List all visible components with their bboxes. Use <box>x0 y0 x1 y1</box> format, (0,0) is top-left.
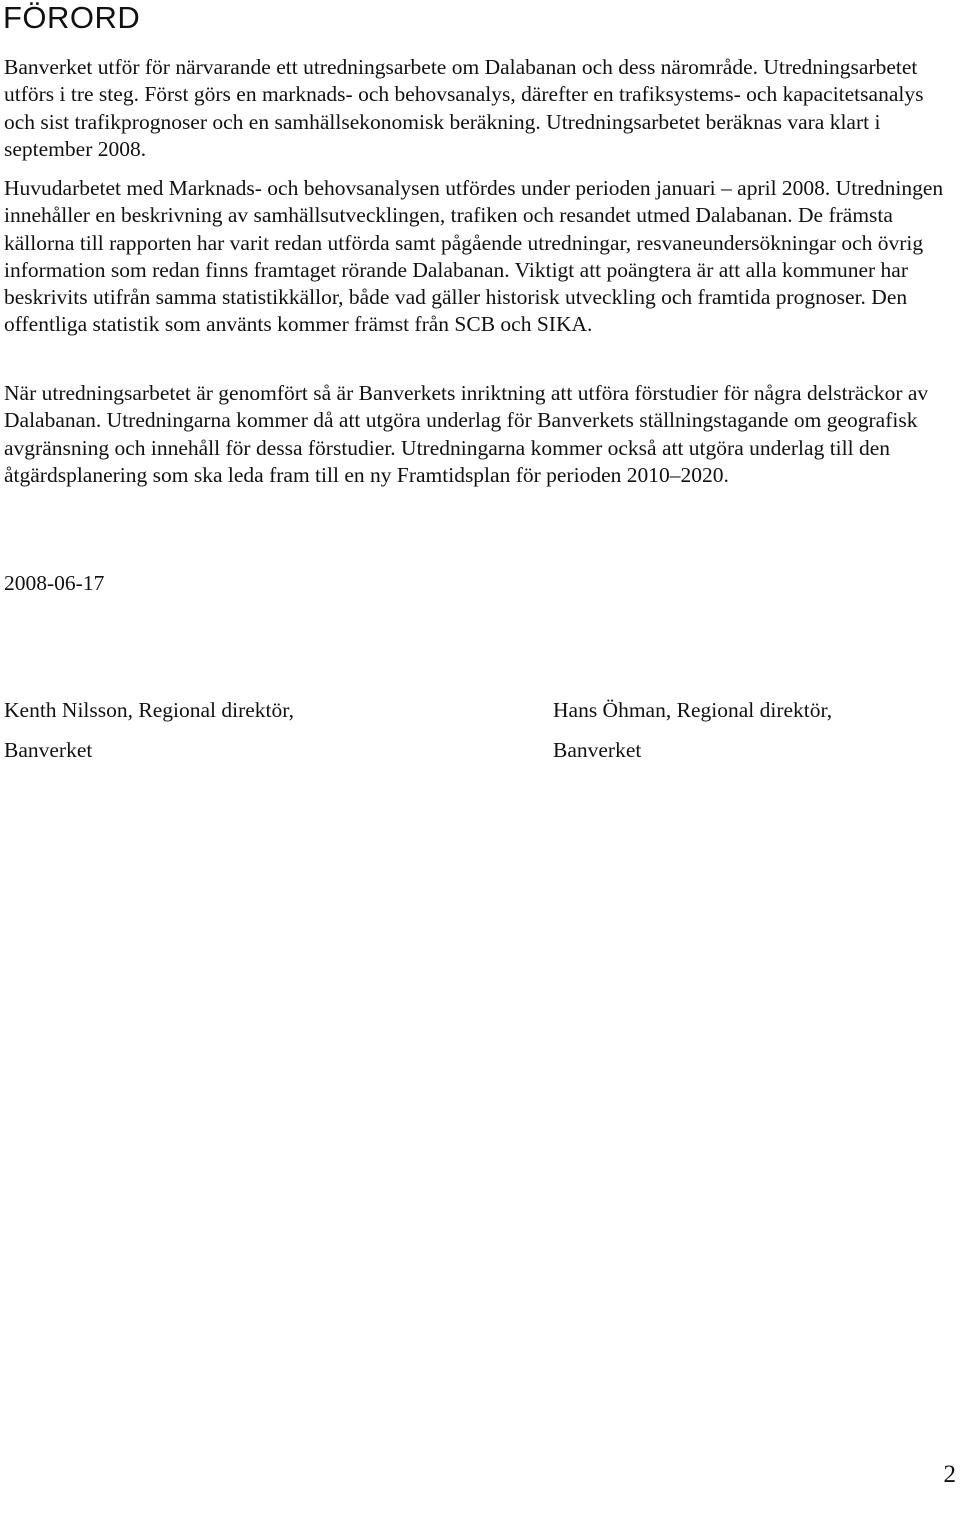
signature-block-right <box>553 690 832 770</box>
signatory-organization: Banverket <box>4 738 93 762</box>
signatory-name: Hans Öhman, Regional direktör, <box>553 698 833 722</box>
paragraph-analysis: Huvudarbetet med Marknads- och behovsanalysen utfördes under perioden januari – april 2008. Utredningen innehåller en beskrivning av samhällsutvecklingen, trafiken och resandet utmed Dalabanan. De främsta källorna till rapporten har varit redan utförda samt pågående utredningar, resvaneundersökningar och övrig information som redan finns framtaget rörande Dalabanan. Viktigt att poängtera är att alla kommuner har beskrivits utifrån samma statistikkällor, både vad gäller historisk utveckling och framtida prognoser. Den offentliga statistik som använts kommer främst från SCB och SIKA. <box>4 176 944 337</box>
page-title: FÖRORD <box>3 0 141 35</box>
page-number: 2 <box>943 1461 956 1488</box>
paragraph-next-steps: När utredningsarbetet är genomfört så är Banverkets inriktning att utföra förstudier för några delsträckor av Dalabanan. Utredningarna kommer då att utgöra underlag för Banverkets ställningstagande om geografisk avgränsning och innehåll för dessa förstudier. Utredningarna kommer också att utgöra underlag till den åtgärdsplanering som ska leda fram till en ny Framtidsplan för perioden 2010–2020. <box>4 381 929 487</box>
signatory-organization: Banverket <box>553 738 642 762</box>
signatory-name: Kenth Nilsson, Regional direktör, <box>4 698 294 722</box>
signature-block-left <box>4 690 294 770</box>
document-date: 2008-06-17 <box>4 571 105 595</box>
paragraph-intro: Banverket utför för närvarande ett utredningsarbete om Dalabanan och dess närområde. Utredningsarbetet utförs i tre steg. Först görs en marknads- och behovsanalys, därefter en trafiksystems- och kapacitetsanalys och sist trafikprognoser och en samhällsekonomisk beräkning. Utredningsarbetet beräknas vara klart i september 2008. <box>4 55 924 161</box>
